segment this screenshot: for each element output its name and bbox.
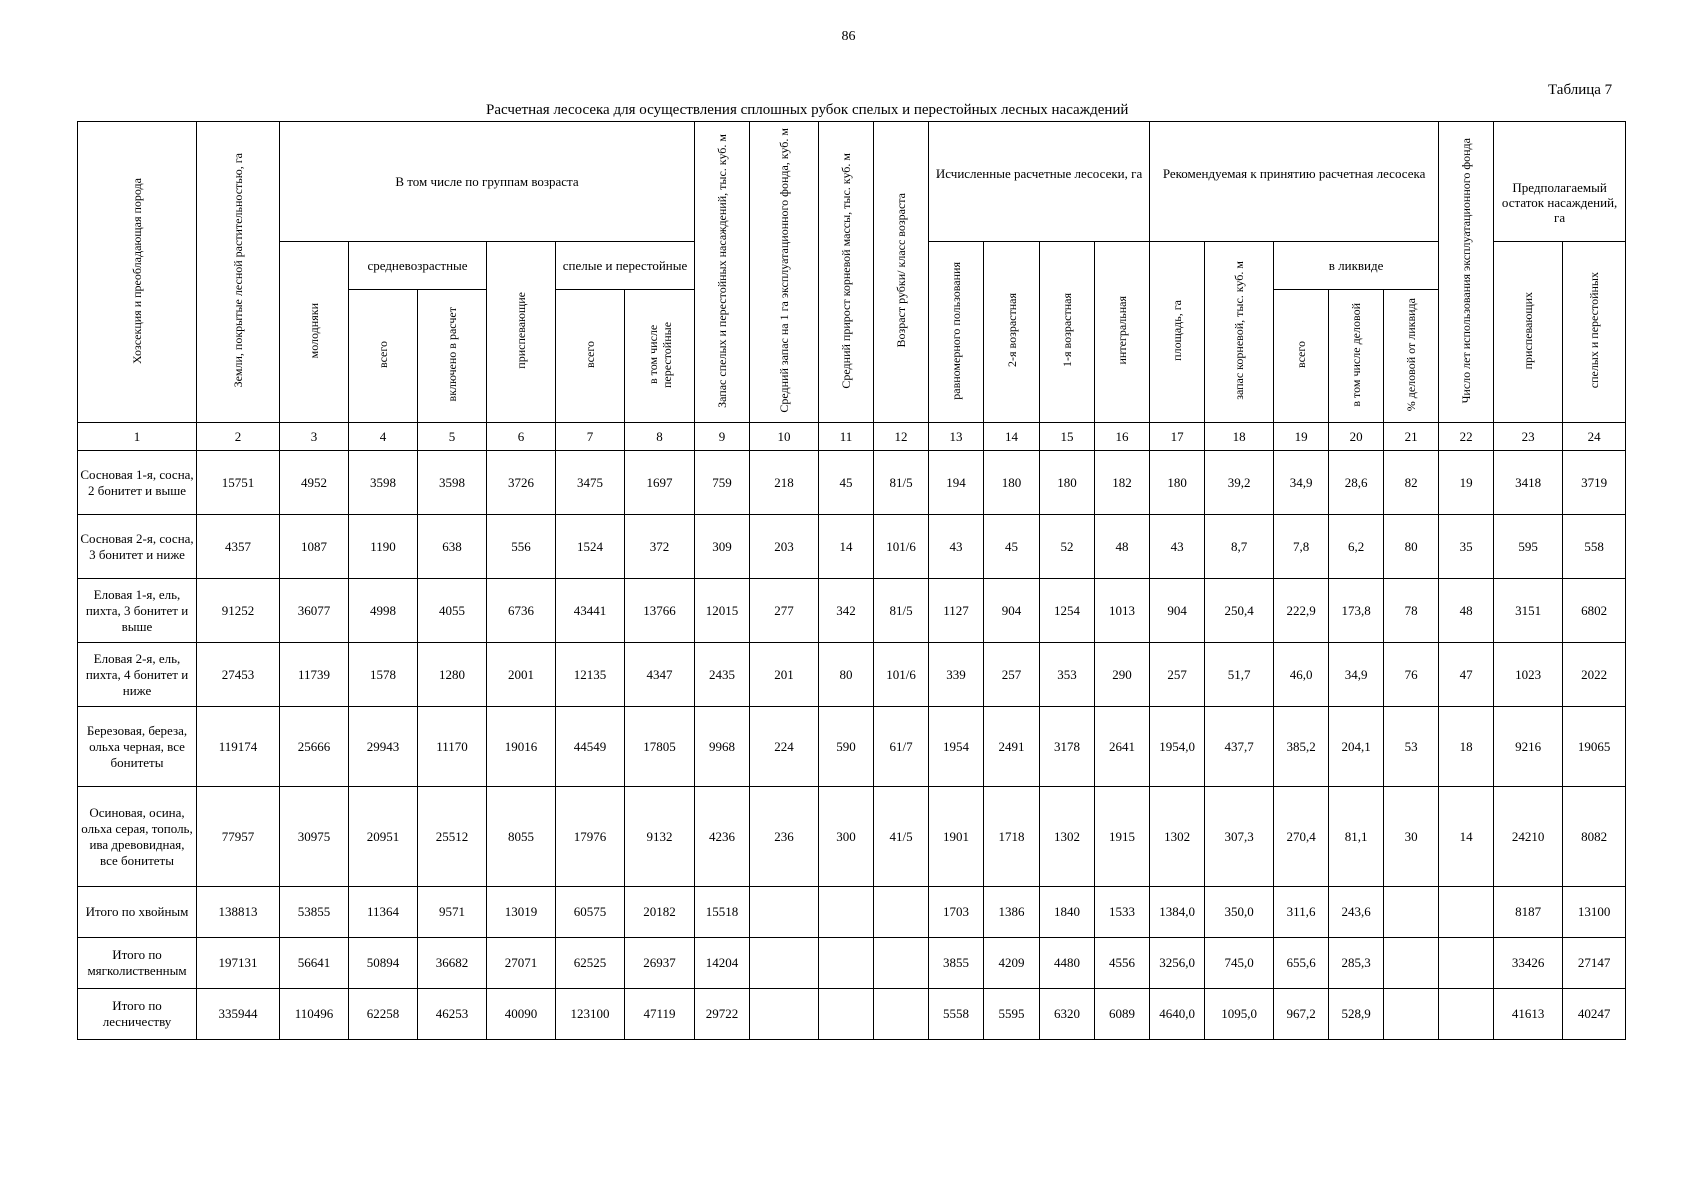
table-cell: 1023 — [1494, 643, 1563, 707]
column-number: 16 — [1095, 423, 1150, 451]
table-cell: 1280 — [418, 643, 487, 707]
table-cell: 9571 — [418, 887, 487, 938]
table-cell: 19016 — [487, 707, 556, 787]
table-cell: 8055 — [487, 787, 556, 887]
column-number: 1 — [78, 423, 197, 451]
header-years-of-use: Число лет использования эксплуатационного фонда — [1439, 122, 1494, 423]
table-cell: 1840 — [1040, 887, 1095, 938]
table-cell: 25512 — [418, 787, 487, 887]
table-cell: 180 — [1150, 451, 1205, 515]
table-cell: 4209 — [984, 938, 1040, 989]
header-calculated-cuts: Исчисленные расчетные лесосеки, га — [929, 122, 1150, 242]
table-cell: 36682 — [418, 938, 487, 989]
table-cell: 655,6 — [1274, 938, 1329, 989]
table-cell: 40247 — [1563, 989, 1626, 1040]
table-cell: 309 — [695, 515, 750, 579]
table-cell: 204,1 — [1329, 707, 1384, 787]
table-cell: 11170 — [418, 707, 487, 787]
table-cell: 4556 — [1095, 938, 1150, 989]
table-cell: 236 — [750, 787, 819, 887]
column-number: 18 — [1205, 423, 1274, 451]
table-row — [78, 643, 1626, 707]
table-cell: 44549 — [556, 707, 625, 787]
table-cell: 350,0 — [1205, 887, 1274, 938]
table-row — [78, 451, 1626, 515]
table-cell: 182 — [1095, 451, 1150, 515]
table-cell: 13019 — [487, 887, 556, 938]
table-cell: 45 — [984, 515, 1040, 579]
column-number: 4 — [349, 423, 418, 451]
table-cell: 14204 — [695, 938, 750, 989]
table-cell: 1013 — [1095, 579, 1150, 643]
header-average-stock: Средний запас на 1 га эксплуатационного фонда, куб. м — [750, 122, 819, 423]
table-cell: 4357 — [197, 515, 280, 579]
table-cell: 40090 — [487, 989, 556, 1040]
table-cell: 173,8 — [1329, 579, 1384, 643]
table-cell: 110496 — [280, 989, 349, 1040]
table-cell: 353 — [1040, 643, 1095, 707]
table-cell: 197131 — [197, 938, 280, 989]
header-average-increment: Средний прирост корневой массы, тыс. куб. м — [819, 122, 874, 423]
table-cell: 35 — [1439, 515, 1494, 579]
table-cell: 257 — [1150, 643, 1205, 707]
table-cell: 1384,0 — [1150, 887, 1205, 938]
header-liquid: в ликвиде — [1274, 242, 1439, 290]
row-label: Еловая 2-я, ель, пихта, 4 бонитет и ниже — [78, 643, 197, 707]
column-number: 19 — [1274, 423, 1329, 451]
table-cell: 30975 — [280, 787, 349, 887]
table-cell: 285,3 — [1329, 938, 1384, 989]
table-cell — [874, 938, 929, 989]
table-cell: 3719 — [1563, 451, 1626, 515]
table-cell: 53855 — [280, 887, 349, 938]
table-cell: 967,2 — [1274, 989, 1329, 1040]
table-cell: 1915 — [1095, 787, 1150, 887]
table-cell: 745,0 — [1205, 938, 1274, 989]
table-cell: 3475 — [556, 451, 625, 515]
table-cell: 45 — [819, 451, 874, 515]
table-cell: 25666 — [280, 707, 349, 787]
table-cell — [1384, 989, 1439, 1040]
table-cell: 1703 — [929, 887, 984, 938]
header-mature-total: всего — [556, 290, 625, 423]
table-cell: 60575 — [556, 887, 625, 938]
column-number: 21 — [1384, 423, 1439, 451]
header-remaining-stands: Предполагаемый остаток насаждений, га — [1494, 122, 1626, 242]
table-cell: 119174 — [197, 707, 280, 787]
row-label: Сосновая 2-я, сосна, 3 бонитет и ниже — [78, 515, 197, 579]
column-number: 7 — [556, 423, 625, 451]
table-cell: 41/5 — [874, 787, 929, 887]
table-cell: 101/6 — [874, 643, 929, 707]
table-cell: 270,4 — [1274, 787, 1329, 887]
table-cell: 194 — [929, 451, 984, 515]
table-cell: 13100 — [1563, 887, 1626, 938]
table-cell: 78 — [1384, 579, 1439, 643]
table-body — [78, 423, 1626, 1040]
table-cell: 80 — [819, 643, 874, 707]
table-cell: 41613 — [1494, 989, 1563, 1040]
table-cell: 372 — [625, 515, 695, 579]
table-cell: 556 — [487, 515, 556, 579]
table-cell: 2001 — [487, 643, 556, 707]
table-cell — [819, 887, 874, 938]
header-business-percent: % деловой от ликвида — [1384, 290, 1439, 423]
header-liquid-business: в том числе деловой — [1329, 290, 1384, 423]
column-number: 13 — [929, 423, 984, 451]
table-cell: 26937 — [625, 938, 695, 989]
table-cell: 81,1 — [1329, 787, 1384, 887]
table-row — [78, 579, 1626, 643]
table-cell: 91252 — [197, 579, 280, 643]
table-cell: 48 — [1439, 579, 1494, 643]
table-cell: 48 — [1095, 515, 1150, 579]
table-cell: 56641 — [280, 938, 349, 989]
table-cell: 1190 — [349, 515, 418, 579]
table-cell: 759 — [695, 451, 750, 515]
table-cell: 277 — [750, 579, 819, 643]
column-number: 10 — [750, 423, 819, 451]
table-cell: 9132 — [625, 787, 695, 887]
table-cell — [819, 989, 874, 1040]
table-cell: 20951 — [349, 787, 418, 887]
table-cell: 201 — [750, 643, 819, 707]
column-number: 17 — [1150, 423, 1205, 451]
header-first-age: 1-я возрастная — [1040, 242, 1095, 423]
header-young: молодняки — [280, 242, 349, 423]
table-cell: 8082 — [1563, 787, 1626, 887]
table-cell: 33426 — [1494, 938, 1563, 989]
table-cell: 101/6 — [874, 515, 929, 579]
table-cell: 4236 — [695, 787, 750, 887]
table-cell: 1718 — [984, 787, 1040, 887]
table-cell: 7,8 — [1274, 515, 1329, 579]
table-cell: 34,9 — [1329, 643, 1384, 707]
table-row — [78, 515, 1626, 579]
header-mature-stock: Запас спелых и перестойных насаждений, тыс. куб. м — [695, 122, 750, 423]
table-cell: 12135 — [556, 643, 625, 707]
table-cell: 5595 — [984, 989, 1040, 1040]
table-cell: 19065 — [1563, 707, 1626, 787]
column-number: 5 — [418, 423, 487, 451]
column-number: 12 — [874, 423, 929, 451]
table-cell: 222,9 — [1274, 579, 1329, 643]
table-cell — [1384, 938, 1439, 989]
table-cell: 17976 — [556, 787, 625, 887]
table-cell: 6089 — [1095, 989, 1150, 1040]
column-number: 9 — [695, 423, 750, 451]
column-number: 23 — [1494, 423, 1563, 451]
header-cutting-age: Возраст рубки/ класс возраста — [874, 122, 929, 423]
table-row — [78, 787, 1626, 887]
table-cell: 8,7 — [1205, 515, 1274, 579]
table-cell: 224 — [750, 707, 819, 787]
table-cell — [1384, 887, 1439, 938]
header-overmature: в том числе перестойные — [625, 290, 695, 423]
table-cell: 342 — [819, 579, 874, 643]
column-number-row — [78, 423, 1626, 451]
table-cell: 2022 — [1563, 643, 1626, 707]
table-cell: 1302 — [1040, 787, 1095, 887]
header-middle-total: всего — [349, 290, 418, 423]
table-cell: 3726 — [487, 451, 556, 515]
table-cell: 1524 — [556, 515, 625, 579]
column-number: 11 — [819, 423, 874, 451]
table-cell: 307,3 — [1205, 787, 1274, 887]
table-cell — [874, 989, 929, 1040]
table-cell: 19 — [1439, 451, 1494, 515]
table-cell: 43 — [1150, 515, 1205, 579]
column-number: 8 — [625, 423, 695, 451]
table-cell: 180 — [984, 451, 1040, 515]
table-cell: 8187 — [1494, 887, 1563, 938]
table-cell: 180 — [1040, 451, 1095, 515]
table-cell: 1697 — [625, 451, 695, 515]
table-cell: 290 — [1095, 643, 1150, 707]
table-cell: 4998 — [349, 579, 418, 643]
table-cell: 27071 — [487, 938, 556, 989]
table-cell: 3598 — [418, 451, 487, 515]
row-label: Итого по хвойным — [78, 887, 197, 938]
header-root-stock: запас корневой, тыс. куб. м — [1205, 242, 1274, 423]
table-cell: 34,9 — [1274, 451, 1329, 515]
table-cell: 335944 — [197, 989, 280, 1040]
table-cell: 3418 — [1494, 451, 1563, 515]
table-cell: 18 — [1439, 707, 1494, 787]
table-cell: 300 — [819, 787, 874, 887]
table-cell: 36077 — [280, 579, 349, 643]
table-cell: 1087 — [280, 515, 349, 579]
table-cell: 6,2 — [1329, 515, 1384, 579]
table-cell: 3598 — [349, 451, 418, 515]
table-cell: 77957 — [197, 787, 280, 887]
table-cell: 9216 — [1494, 707, 1563, 787]
table-cell: 1302 — [1150, 787, 1205, 887]
table-cell: 904 — [1150, 579, 1205, 643]
table-cell — [750, 887, 819, 938]
table-cell: 27147 — [1563, 938, 1626, 989]
table-cell: 47 — [1439, 643, 1494, 707]
table-cell: 437,7 — [1205, 707, 1274, 787]
table-cell: 24210 — [1494, 787, 1563, 887]
row-label: Еловая 1-я, ель, пихта, 3 бонитет и выше — [78, 579, 197, 643]
table-row — [78, 887, 1626, 938]
header-integral: интегральная — [1095, 242, 1150, 423]
table-label: Таблица 7 — [1548, 82, 1613, 98]
table-cell — [750, 989, 819, 1040]
table-cell: 3151 — [1494, 579, 1563, 643]
table-cell: 20182 — [625, 887, 695, 938]
table-cell: 4952 — [280, 451, 349, 515]
forest-cutting-table — [77, 121, 1626, 1040]
table-cell: 1095,0 — [1205, 989, 1274, 1040]
table-cell: 1254 — [1040, 579, 1095, 643]
table-cell: 62258 — [349, 989, 418, 1040]
table-cell — [1439, 989, 1494, 1040]
table-cell: 13766 — [625, 579, 695, 643]
row-label: Березовая, береза, ольха черная, все бонитеты — [78, 707, 197, 787]
header-age-groups: В том числе по группам возраста — [280, 122, 695, 242]
table-cell — [874, 887, 929, 938]
table-cell: 2491 — [984, 707, 1040, 787]
column-number: 14 — [984, 423, 1040, 451]
page-number: 86 — [841, 29, 856, 44]
table-cell: 257 — [984, 643, 1040, 707]
table-cell: 46253 — [418, 989, 487, 1040]
table-cell: 203 — [750, 515, 819, 579]
table-cell: 11364 — [349, 887, 418, 938]
header-mature: спелые и перестойные — [556, 242, 695, 290]
row-label: Осиновая, осина, ольха серая, тополь, ива древовидная, все бонитеты — [78, 787, 197, 887]
column-number: 3 — [280, 423, 349, 451]
table-title: Расчетная лесосека для осуществления сплошных рубок спелых и перестойных лесных насаждений — [486, 102, 1129, 118]
table-cell: 52 — [1040, 515, 1095, 579]
table-cell: 3256,0 — [1150, 938, 1205, 989]
table-cell: 14 — [1439, 787, 1494, 887]
table-cell: 47119 — [625, 989, 695, 1040]
header-approaching: приспевающие — [487, 242, 556, 423]
table-row — [78, 707, 1626, 787]
table-cell: 15518 — [695, 887, 750, 938]
table-cell: 30 — [1384, 787, 1439, 887]
table-cell: 29943 — [349, 707, 418, 787]
table-cell: 29722 — [695, 989, 750, 1040]
table-row — [78, 938, 1626, 989]
table-cell: 43441 — [556, 579, 625, 643]
table-cell: 2435 — [695, 643, 750, 707]
table-cell: 243,6 — [1329, 887, 1384, 938]
table-cell: 17805 — [625, 707, 695, 787]
row-label: Сосновая 1-я, сосна, 2 бонитет и выше — [78, 451, 197, 515]
header-second-age: 2-я возрастная — [984, 242, 1040, 423]
table-cell: 4347 — [625, 643, 695, 707]
table-cell: 1578 — [349, 643, 418, 707]
table-cell: 39,2 — [1205, 451, 1274, 515]
table-cell — [819, 938, 874, 989]
header-recommended-cut: Рекомендуемая к принятию расчетная лесосека — [1150, 122, 1439, 242]
header-area: площадь, га — [1150, 242, 1205, 423]
column-number: 20 — [1329, 423, 1384, 451]
table-cell: 82 — [1384, 451, 1439, 515]
column-number: 24 — [1563, 423, 1626, 451]
column-number: 15 — [1040, 423, 1095, 451]
table-cell: 76 — [1384, 643, 1439, 707]
table-cell: 6736 — [487, 579, 556, 643]
table-cell: 339 — [929, 643, 984, 707]
row-label: Итого по лесничеству — [78, 989, 197, 1040]
table-cell: 3178 — [1040, 707, 1095, 787]
table-cell: 138813 — [197, 887, 280, 938]
table-cell: 1901 — [929, 787, 984, 887]
table-cell: 28,6 — [1329, 451, 1384, 515]
column-number: 2 — [197, 423, 280, 451]
table-cell: 1954,0 — [1150, 707, 1205, 787]
table-cell: 80 — [1384, 515, 1439, 579]
header-forest-section: Хозсекция и преобладающая порода — [78, 122, 197, 423]
row-label: Итого по мягколиственным — [78, 938, 197, 989]
table-cell: 43 — [929, 515, 984, 579]
table-cell: 81/5 — [874, 451, 929, 515]
header-rest-mature: спелых и перестойных — [1563, 242, 1626, 423]
table-cell — [750, 938, 819, 989]
table-cell: 590 — [819, 707, 874, 787]
table-cell: 4640,0 — [1150, 989, 1205, 1040]
table-cell: 1533 — [1095, 887, 1150, 938]
table-cell: 46,0 — [1274, 643, 1329, 707]
table-cell: 5558 — [929, 989, 984, 1040]
header-liquid-total: всего — [1274, 290, 1329, 423]
table-cell: 3855 — [929, 938, 984, 989]
table-cell: 2641 — [1095, 707, 1150, 787]
table-cell: 12015 — [695, 579, 750, 643]
table-cell: 638 — [418, 515, 487, 579]
table-cell: 385,2 — [1274, 707, 1329, 787]
table-cell — [1439, 938, 1494, 989]
table-cell: 311,6 — [1274, 887, 1329, 938]
table-cell: 53 — [1384, 707, 1439, 787]
table-cell: 250,4 — [1205, 579, 1274, 643]
table-cell: 27453 — [197, 643, 280, 707]
header-even-use: равномерного пользования — [929, 242, 984, 423]
table-cell: 6802 — [1563, 579, 1626, 643]
table-cell: 4480 — [1040, 938, 1095, 989]
column-number: 22 — [1439, 423, 1494, 451]
table-cell — [1439, 887, 1494, 938]
header-middle-aged: средневозрастные — [349, 242, 487, 290]
table-cell: 528,9 — [1329, 989, 1384, 1040]
table-row — [78, 989, 1626, 1040]
table-cell: 6320 — [1040, 989, 1095, 1040]
table-cell: 4055 — [418, 579, 487, 643]
table-cell: 904 — [984, 579, 1040, 643]
column-number: 6 — [487, 423, 556, 451]
table-cell: 51,7 — [1205, 643, 1274, 707]
table-cell: 123100 — [556, 989, 625, 1040]
table-cell: 1954 — [929, 707, 984, 787]
header-rest-approaching: приспевающих — [1494, 242, 1563, 423]
table-cell: 14 — [819, 515, 874, 579]
table-cell: 11739 — [280, 643, 349, 707]
table-cell: 218 — [750, 451, 819, 515]
table-cell: 61/7 — [874, 707, 929, 787]
table-cell: 1386 — [984, 887, 1040, 938]
table-cell: 50894 — [349, 938, 418, 989]
header-forested-land: Земли, покрытые лесной растительностью, га — [197, 122, 280, 423]
header-middle-included: включено в расчет — [418, 290, 487, 423]
table-cell: 15751 — [197, 451, 280, 515]
table-cell: 1127 — [929, 579, 984, 643]
table-cell: 62525 — [556, 938, 625, 989]
table-cell: 81/5 — [874, 579, 929, 643]
table-cell: 9968 — [695, 707, 750, 787]
table-cell: 595 — [1494, 515, 1563, 579]
table-cell: 558 — [1563, 515, 1626, 579]
